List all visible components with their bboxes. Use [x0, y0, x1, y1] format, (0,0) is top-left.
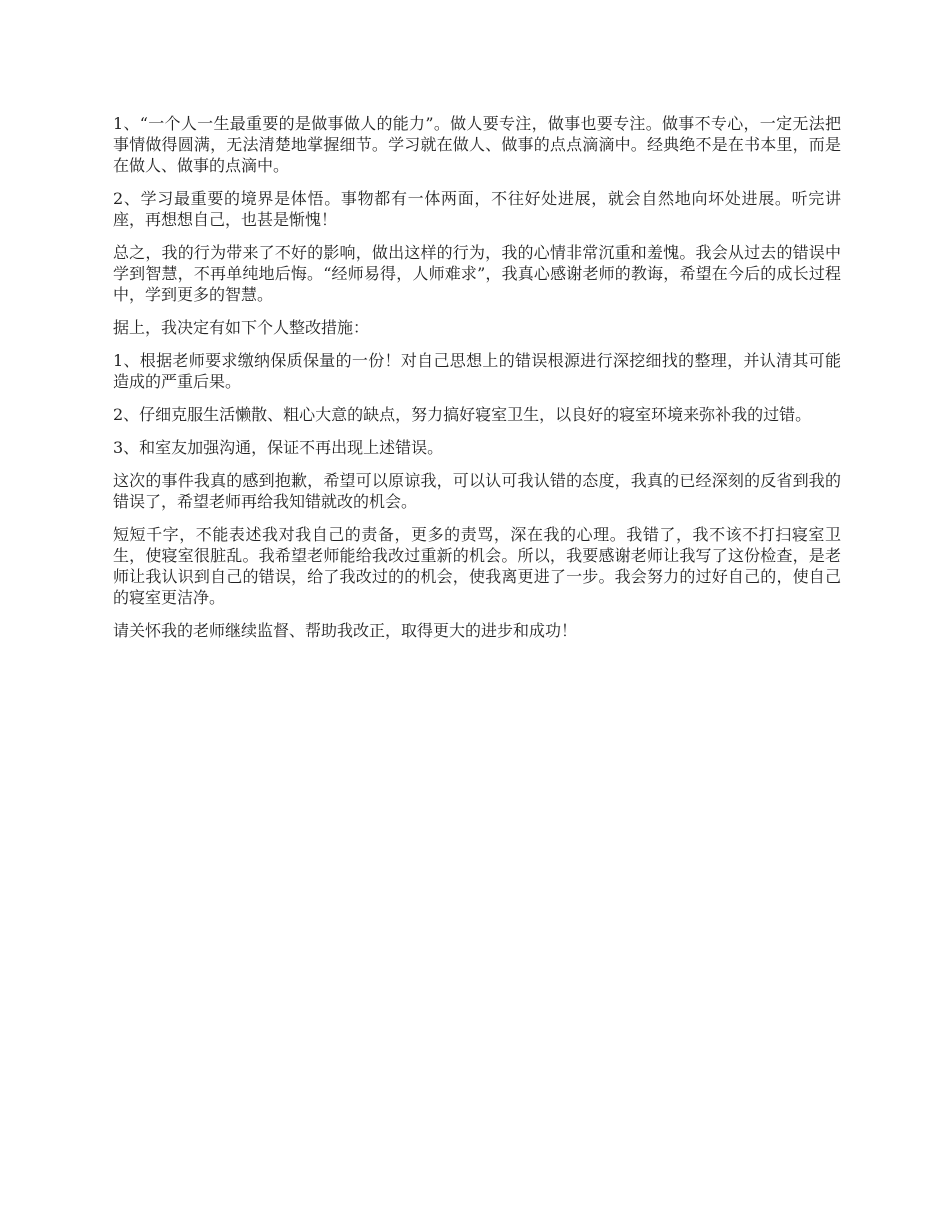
paragraph-measure-3: 3、和室友加强沟通，保证不再出现上述错误。: [113, 438, 444, 457]
paragraph-summary: 总之，我的行为带来了不好的影响，做出这样的行为，我的心情非常沉重和羞愧。我会从过去的错误中学到智慧，不再单纯地后悔。“经师易得，人师难求”，我真心感谢老师的教诲，希望在今后的成长过程中，学到更多的智慧。: [113, 243, 841, 304]
paragraph-point-1-focus: 1、“一个人一生最重要的是做事做人的能力”。做人要专注，做事也要专注。做事不专心，一定无法把事情做得圆满，无法清楚地掌握细节。学习就在做人、做事的点点滴滴中。经典绝不是在书本里，而是在做人、做事的点滴中。: [113, 114, 841, 175]
document-body: [113, 113, 841, 653]
paragraph-measures-intro: 据上，我决定有如下个人整改措施：: [113, 318, 370, 337]
paragraph-reflection: 短短千字，不能表述我对我自己的责备，更多的责骂，深在我的心理。我错了，我不该不打扫寝室卫生，使寝室很脏乱。我希望老师能给我改过重新的机会。所以，我要感谢老师让我写了这份检查，是老师让我认识到自己的错误，给了我改过的的机会，使我离更进了一步。我会努力的过好自己的，使自己的寝室更洁净。: [113, 525, 841, 607]
paragraph-measure-2: 2、仔细克服生活懒散、粗心大意的缺点，努力搞好寝室卫生，以良好的寝室环境来弥补我的过错。: [113, 405, 812, 424]
paragraph-point-2-insight: 2、学习最重要的境界是体悟。事物都有一体两面，不往好处进展，就会自然地向坏处进展。听完讲座，再想想自己，也甚是惭愧！: [113, 189, 841, 229]
paragraph-measure-1: 1、根据老师要求缴纳保质保量的一份！对自己思想上的错误根源进行深挖细找的整理，并认清其可能造成的严重后果。: [113, 351, 841, 391]
paragraph-apology: 这次的事件我真的感到抱歉，希望可以原谅我，可以认可我认错的态度，我真的已经深刻的反省到我的错误了，希望老师再给我知错就改的机会。: [113, 471, 841, 511]
paragraph-closing: 请关怀我的老师继续监督、帮助我改正，取得更大的进步和成功！: [113, 621, 578, 640]
